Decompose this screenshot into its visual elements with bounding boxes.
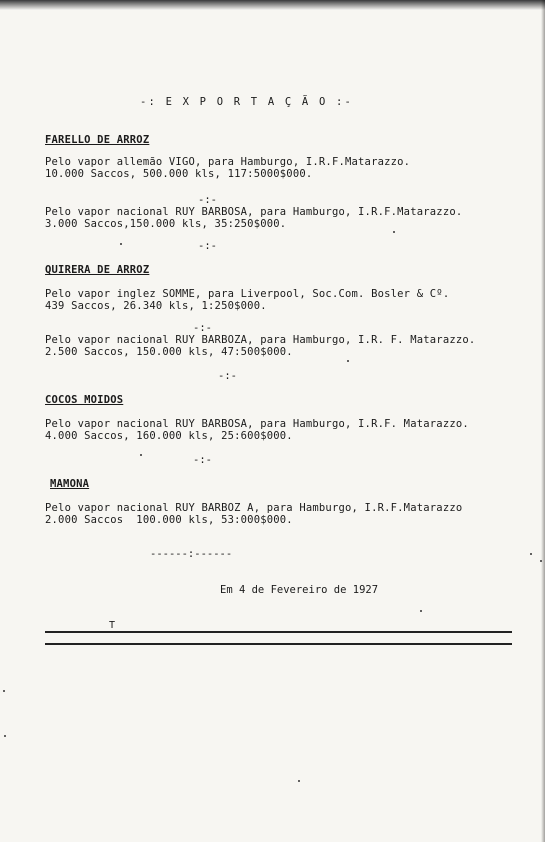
section-heading-mamona: MAMONA <box>50 478 90 490</box>
scan-speck <box>4 735 6 737</box>
entry-line: Pelo vapor nacional RUY BARBOZ A, para Hamburgo, I.R.F.Matarazzo <box>45 502 463 514</box>
entry-line: 4.000 Saccos, 160.000 kls, 25:600$000. <box>45 430 293 442</box>
scan-speck <box>393 231 395 233</box>
document-date: Em 4 de Fevereiro de 1927 <box>220 584 379 596</box>
section-heading-farello: FARELLO DE ARROZ <box>45 134 150 146</box>
entry-line: 439 Saccos, 26.340 kls, 1:250$000. <box>45 300 267 312</box>
divider-rule <box>45 631 512 633</box>
separator: -:- <box>218 370 237 382</box>
scan-speck <box>540 560 542 562</box>
section-heading-quirera: QUIRERA DE ARROZ <box>45 264 150 276</box>
separator: -:- <box>193 454 212 466</box>
scan-speck <box>298 780 300 782</box>
entry-line: Pelo vapor allemão VIGO, para Hamburgo, I.R.F.Matarazzo. <box>45 156 411 168</box>
end-separator: ------:------ <box>150 548 233 560</box>
entry-line: 10.000 Saccos, 500.000 kls, 117:5000$000. <box>45 168 313 180</box>
scan-edge-right <box>541 0 545 842</box>
scan-speck <box>120 243 122 245</box>
separator: -:- <box>198 194 217 206</box>
scan-speck <box>420 610 422 612</box>
entry-line: 3.000 Saccos,150.000 kls, 35:250$000. <box>45 218 287 230</box>
document-title: -: E X P O R T A Ç Ã O :- <box>140 96 354 108</box>
entry-line: 2.500 Saccos, 150.000 kls, 47:500$000. <box>45 346 293 358</box>
entry-line: Pelo vapor nacional RUY BARBOZA, para Hamburgo, I.R. F. Matarazzo. <box>45 334 476 346</box>
scan-speck <box>530 553 532 555</box>
rule-mark: T <box>109 620 116 631</box>
entry-line: Pelo vapor nacional RUY BARBOSA, para Hamburgo, I.R.F.Matarazzo. <box>45 206 463 218</box>
separator: -:- <box>198 240 217 252</box>
scan-speck <box>347 360 349 362</box>
scan-speck <box>140 454 142 456</box>
entry-line: 2.000 Saccos 100.000 kls, 53:000$000. <box>45 514 293 526</box>
entry-line: Pelo vapor inglez SOMME, para Liverpool, Soc.Com. Bosler & Cº. <box>45 288 450 300</box>
scan-edge-top <box>0 0 545 10</box>
divider-rule <box>45 643 512 645</box>
separator: -:- <box>193 322 212 334</box>
scan-speck <box>3 690 5 692</box>
entry-line: Pelo vapor nacional RUY BARBOSA, para Hamburgo, I.R.F. Matarazzo. <box>45 418 469 430</box>
section-heading-cocos: COCOS MOIDOS <box>45 394 124 406</box>
